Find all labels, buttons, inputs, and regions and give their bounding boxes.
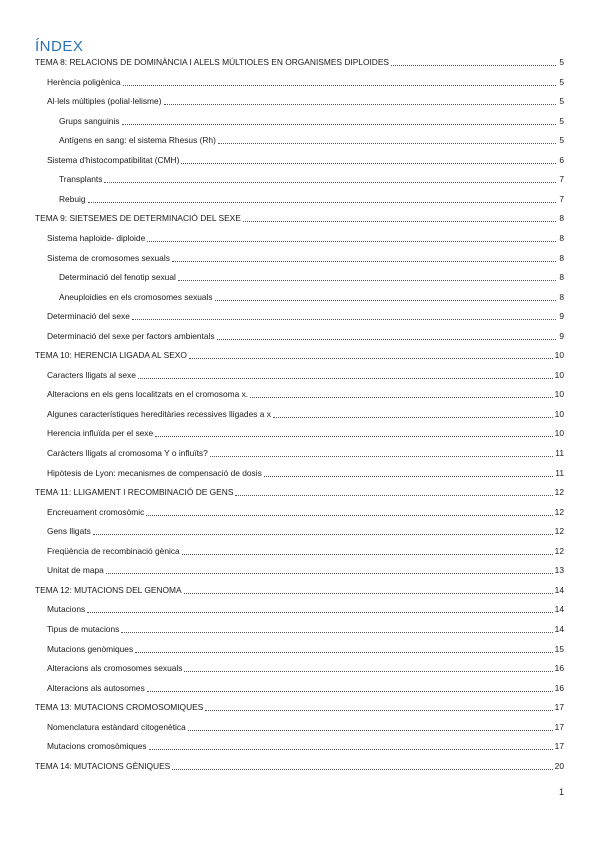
toc-entry[interactable] (47, 428, 564, 439)
toc-entry-page: 5 (559, 96, 564, 107)
toc-entry[interactable] (47, 526, 564, 537)
toc-entry[interactable] (35, 350, 564, 361)
toc-entry-page: 9 (559, 311, 564, 322)
toc-entry-page: 11 (555, 467, 564, 478)
toc-entry[interactable] (59, 135, 564, 146)
page-number: 1 (558, 787, 564, 797)
toc-entry-page: 12 (554, 506, 564, 517)
toc-dot-leader (273, 406, 553, 418)
toc-entry-label: Determinació del sexe (47, 311, 130, 322)
toc-entry-label: Algunes característiques hereditàries recessives lligades a x (47, 408, 271, 419)
toc-entry-label: Aneuploidies en els cromosomes sexuals (59, 291, 213, 302)
toc-entry[interactable] (47, 370, 564, 381)
toc-entry[interactable] (59, 272, 564, 283)
toc-dot-leader (184, 582, 553, 594)
toc-entry-page: 5 (559, 115, 564, 126)
toc-dot-leader (106, 562, 553, 574)
toc-dot-leader (147, 230, 556, 242)
toc-entry-label: Nomenclatura estàndard citogenètica (47, 721, 186, 732)
toc-dot-leader (215, 289, 556, 301)
toc-entry-page: 10 (554, 350, 564, 361)
toc-dot-leader (235, 484, 552, 496)
toc-entry-page: 8 (559, 252, 564, 263)
toc-dot-leader (250, 386, 553, 398)
toc-entry-label: Gens lligats (47, 526, 91, 537)
toc-entry-label: Alteracions als autosomes (47, 682, 145, 693)
toc-entry[interactable] (47, 663, 564, 674)
toc-entry-label: TEMA 11: LLIGAMENT I RECOMBINACIÓ DE GENS (35, 487, 234, 498)
toc-entry[interactable] (35, 487, 564, 498)
toc-entry-page: 14 (554, 584, 564, 595)
toc-entry[interactable] (47, 311, 564, 322)
toc-entry-label: Mutacions cromosòmiques (47, 741, 147, 752)
toc-entry[interactable] (35, 585, 564, 596)
toc-dot-leader (210, 445, 554, 457)
toc-entry-label: Caracters lligats al sexe (47, 369, 136, 380)
toc-entry-page: 7 (559, 174, 564, 185)
toc-entry-label: Herència poligènica (47, 76, 121, 87)
toc-dot-leader (264, 465, 554, 477)
toc-dot-leader (121, 621, 552, 633)
page-title: ÍNDEX (35, 38, 84, 55)
toc-entry[interactable] (47, 233, 564, 244)
toc-entry-label: Freqüència de recombinació gènica (47, 545, 180, 556)
toc-entry-page: 8 (559, 291, 564, 302)
toc-entry[interactable] (47, 389, 564, 400)
toc-entry[interactable] (47, 409, 564, 420)
toc-entry[interactable] (47, 741, 564, 752)
toc-entry[interactable] (47, 507, 564, 518)
toc-entry-label: TEMA 13: MUTACIONS CROMOSOMIQUES (35, 702, 204, 713)
toc-entry[interactable] (59, 194, 564, 205)
toc-dot-leader (391, 54, 556, 66)
toc-entry[interactable] (35, 702, 564, 713)
toc-dot-leader (182, 543, 553, 555)
toc-entry-label: Sistema haploide- diploide (47, 232, 146, 243)
toc-entry-label: Encreuament cromosòmic (47, 506, 145, 517)
toc-dot-leader (87, 601, 553, 613)
toc-entry-page: 10 (554, 389, 564, 400)
toc-entry[interactable] (47, 331, 564, 342)
toc-entry-label: TEMA 14: MUTACIONS GÈNIQUES (35, 760, 171, 771)
toc-entry-page: 16 (554, 663, 564, 674)
toc-entry-page: 12 (554, 487, 564, 498)
toc-dot-leader (149, 738, 553, 750)
toc-entry-page: 5 (559, 57, 564, 67)
toc-entry-label: Unitat de mapa (47, 565, 104, 576)
toc-dot-leader (218, 132, 556, 144)
toc-entry[interactable] (47, 77, 564, 88)
toc-entry[interactable] (47, 468, 564, 479)
toc-entry-page: 14 (554, 623, 564, 634)
toc-entry[interactable] (35, 57, 564, 68)
toc-entry-page: 6 (559, 154, 564, 165)
toc-entry-page: 10 (554, 408, 564, 419)
toc-entry-label: Rebuig (59, 193, 86, 204)
toc-entry-page: 17 (554, 741, 564, 752)
toc-dot-leader (178, 269, 556, 281)
toc-entry-page: 17 (554, 721, 564, 732)
toc-dot-leader (189, 347, 553, 359)
toc-dot-leader (181, 152, 556, 164)
toc-dot-leader (155, 425, 553, 437)
toc-entry-label: Herencia influïda per el sexe (47, 428, 154, 439)
toc-entry-label: Sistema d'histocompatibilitat (CMH) (47, 154, 180, 165)
toc-entry-page: 8 (559, 272, 564, 283)
toc-entry-label: TEMA 12: MUTACIONS DEL GENOMA (35, 584, 182, 595)
toc-dot-leader (217, 328, 556, 340)
toc-dot-leader (132, 308, 556, 320)
toc-entry-label: Grups sanguinis (59, 115, 120, 126)
toc-entry-page: 7 (559, 193, 564, 204)
toc-entry-label: Alteracions als cromosomes sexuals (47, 663, 183, 674)
toc-entry[interactable] (47, 155, 564, 166)
toc-dot-leader (243, 210, 556, 222)
toc-entry-label: Determinació del fenotip sexual (59, 272, 176, 283)
toc-dot-leader (205, 699, 552, 711)
toc-dot-leader (88, 191, 556, 203)
toc-entry[interactable] (47, 604, 564, 615)
toc-entry-page: 8 (559, 213, 564, 224)
toc-dot-leader (172, 758, 552, 770)
toc-entry[interactable] (47, 722, 564, 733)
toc-dot-leader (104, 171, 556, 183)
toc-entry-label: Al·lels múltiples (polial·lelisme) (47, 96, 162, 107)
toc-entry-page: 20 (554, 760, 564, 771)
toc-entry-page: 14 (554, 604, 564, 615)
toc-entry[interactable] (59, 174, 564, 185)
toc-entry-page: 17 (554, 702, 564, 713)
toc-dot-leader (138, 367, 553, 379)
toc-entry-label: TEMA 10: HERENCIA LIGADA AL SEXO (35, 350, 187, 361)
toc-entry-label: TEMA 9: SIETSEMES DE DETERMINACIÓ DEL SEXE (35, 213, 241, 224)
toc-entry-label: Alteracions en els gens localitzats en el cromosoma x. (47, 389, 249, 400)
toc-dot-leader (147, 680, 553, 692)
toc-entry-label: Mutacions (47, 604, 86, 615)
toc-entry-page: 10 (554, 428, 564, 439)
toc-entry[interactable] (47, 96, 564, 107)
toc-entry-page: 16 (554, 682, 564, 693)
toc-entry-label: Determinació del sexe per factors ambientals (47, 330, 215, 341)
toc-entry-label: Mutacions genòmiques (47, 643, 134, 654)
toc-dot-leader (172, 250, 556, 262)
toc-entry[interactable] (35, 213, 564, 224)
toc-entry-label: TEMA 8: RELACIONS DE DOMINÀNCIA I ALELS MÚLTIOLES EN ORGANISMES DIPLOIDES (35, 57, 390, 67)
toc-dot-leader (135, 641, 553, 653)
toc-entry-label: Caràcters lligats al cromosoma Y o influïts? (47, 448, 208, 458)
toc-entry[interactable] (47, 253, 564, 264)
toc-entry-page: 13 (554, 565, 564, 576)
toc-dot-leader (164, 93, 557, 105)
toc-dot-leader (184, 660, 552, 672)
toc-entry-page: 5 (559, 76, 564, 87)
toc-entry-page: 12 (554, 526, 564, 537)
toc-entry[interactable] (59, 116, 564, 127)
toc-entry-page: 5 (559, 135, 564, 146)
toc-entry[interactable] (47, 683, 564, 694)
toc-entry-label: Transplants (59, 174, 103, 185)
toc-entry[interactable] (47, 448, 564, 459)
toc-entry-label: Tipus de mutacions (47, 623, 120, 634)
toc-dot-leader (146, 504, 552, 516)
toc-entry-page: 11 (555, 448, 564, 458)
toc-entry-label: Hipòtesis de Lyon: mecanismes de compensació de dosis (47, 467, 262, 478)
toc-dot-leader (122, 113, 556, 125)
toc-dot-leader (93, 523, 553, 535)
toc-dot-leader (123, 74, 556, 86)
toc-dot-leader (188, 719, 553, 731)
toc-entry[interactable] (59, 292, 564, 303)
toc-entry-page: 9 (559, 330, 564, 341)
toc-entry[interactable] (47, 546, 564, 557)
toc-entry-label: Sistema de cromosomes sexuals (47, 252, 170, 263)
toc-entry-page: 15 (554, 643, 564, 654)
toc-entry-page: 8 (559, 232, 564, 243)
toc-entry[interactable] (47, 644, 564, 655)
toc-entry-page: 10 (554, 369, 564, 380)
toc-entry-label: Antígens en sang: el sistema Rhesus (Rh) (59, 135, 216, 146)
toc-entry[interactable] (47, 624, 564, 635)
toc-entry-page: 12 (554, 545, 564, 556)
toc-entry[interactable] (35, 761, 564, 772)
toc-entry[interactable] (47, 565, 564, 576)
